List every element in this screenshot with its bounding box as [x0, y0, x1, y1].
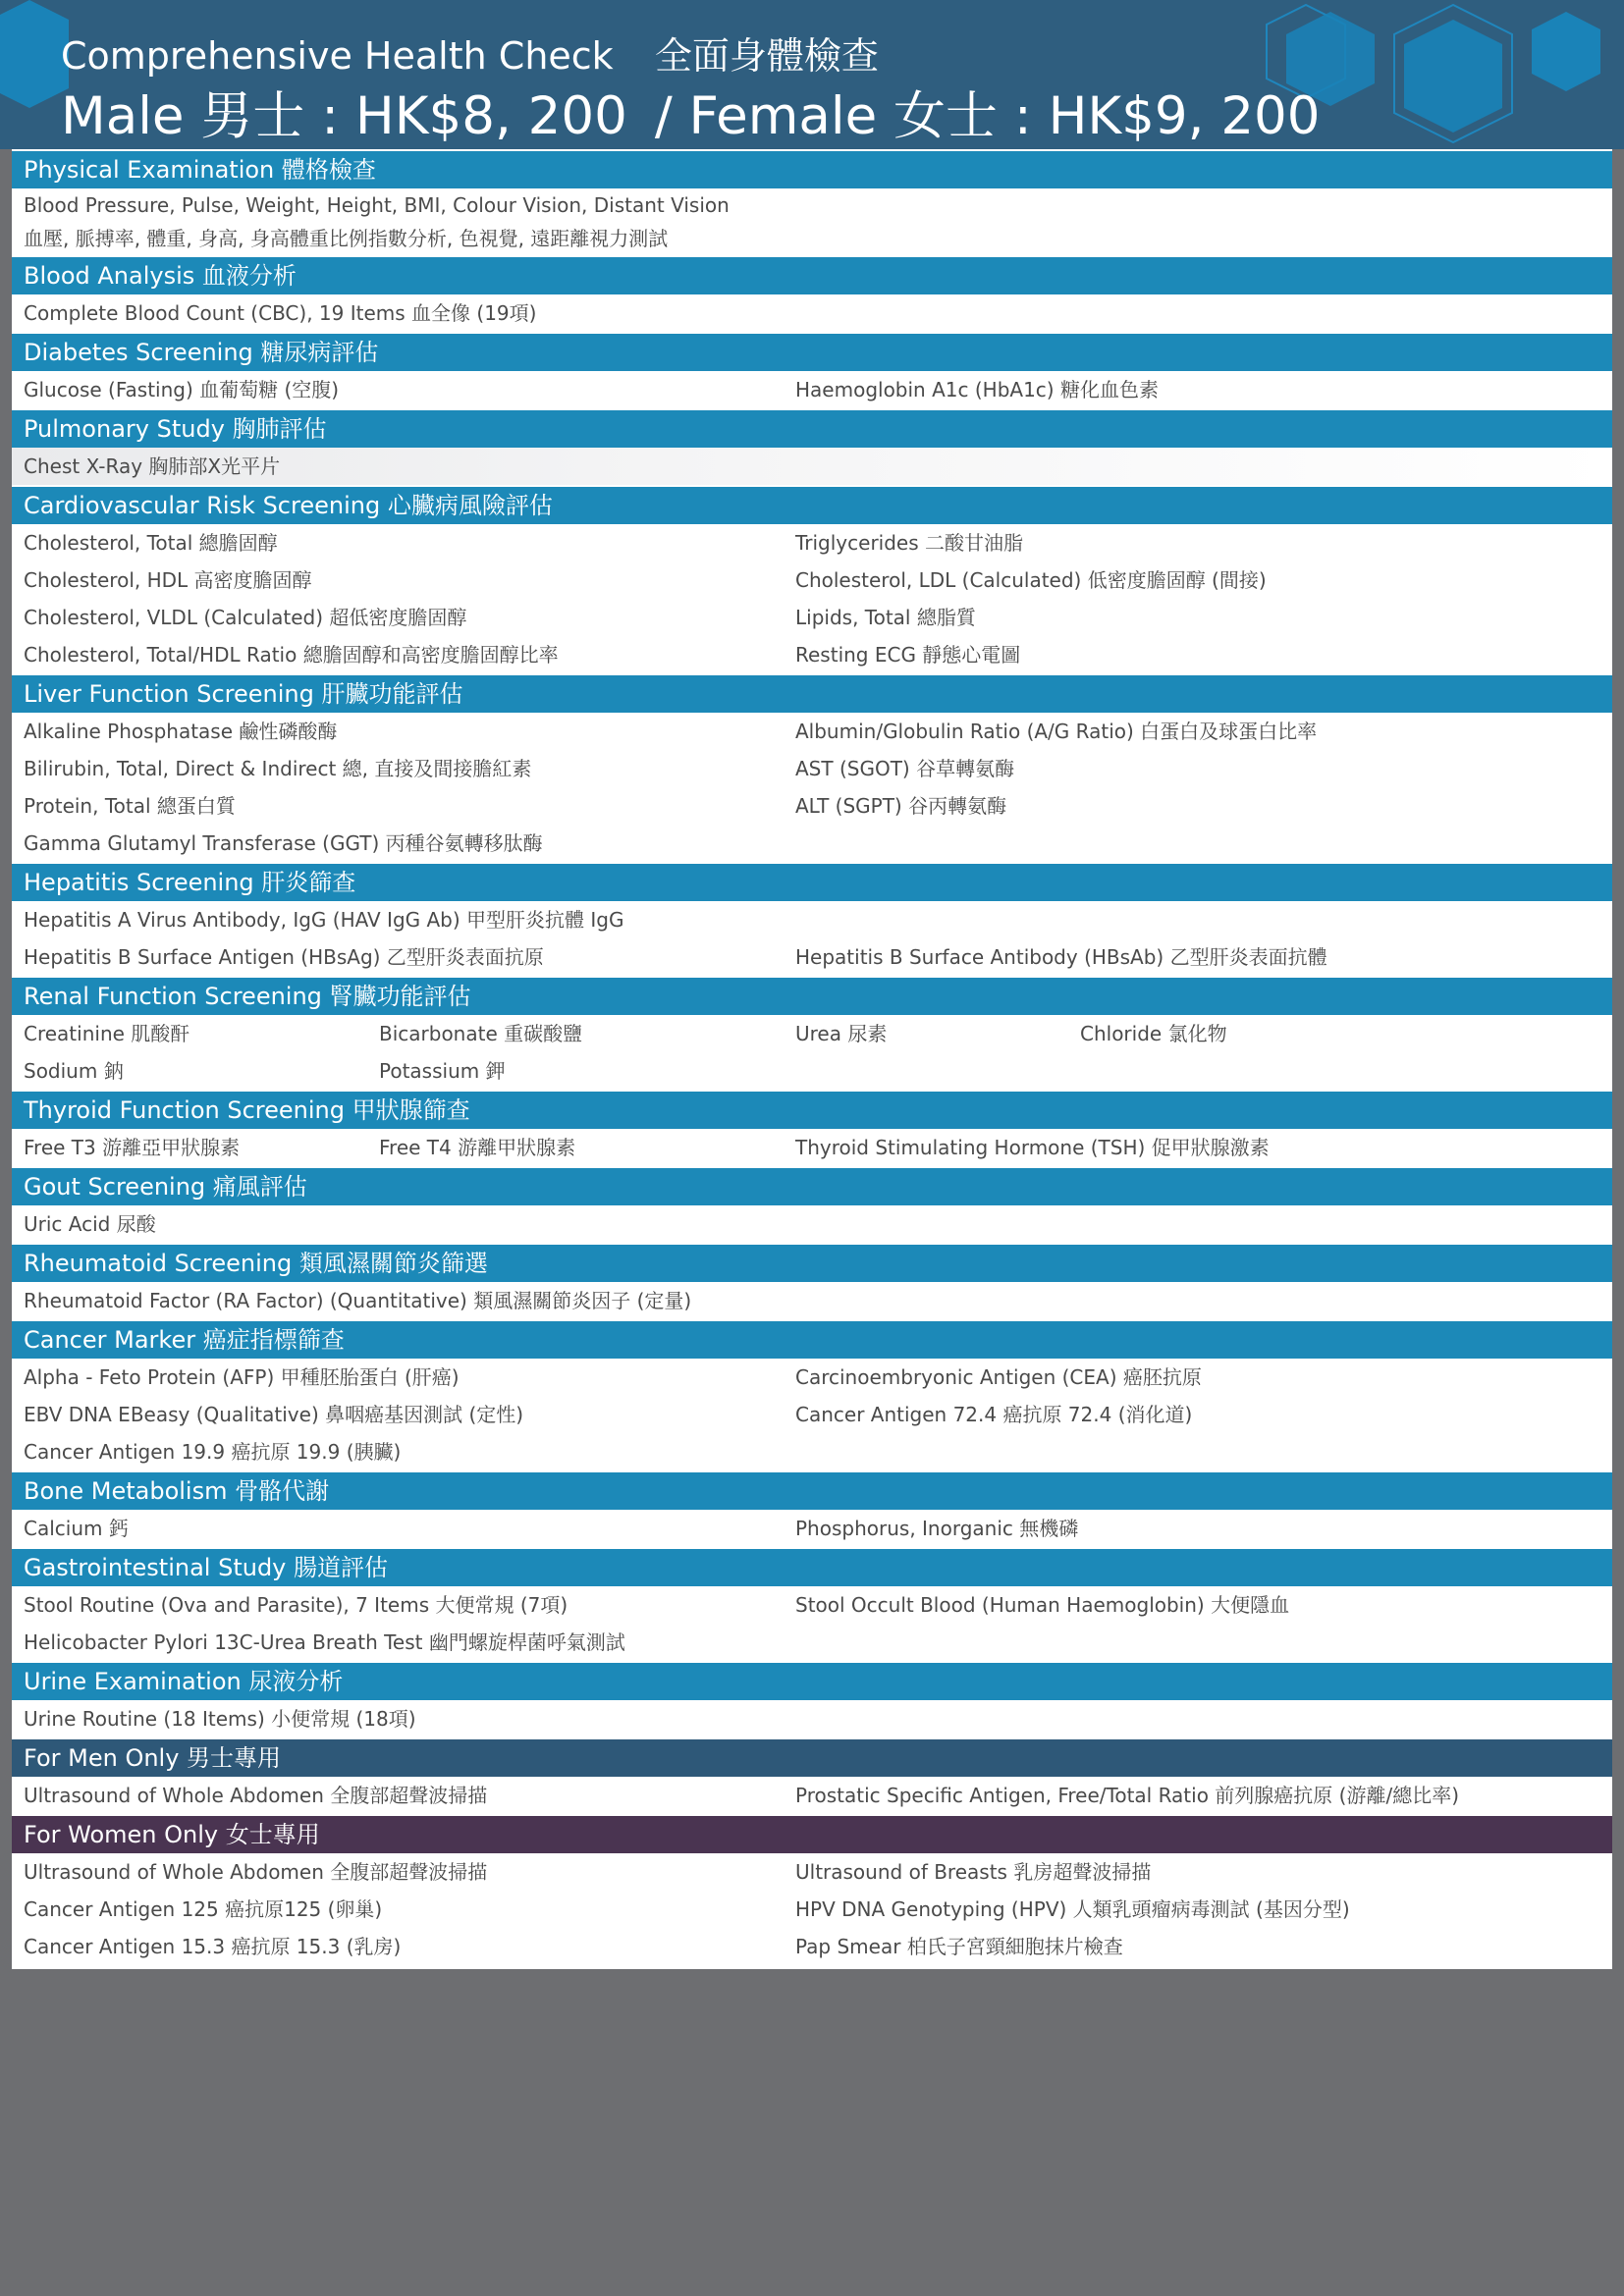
price-line: [61, 75, 1320, 149]
item-row: [12, 1205, 1612, 1243]
test-item: Alpha - Feto Protein (AFP) 甲種胚胎蛋白 (肝癌): [24, 1365, 460, 1389]
item-row: [12, 1624, 1612, 1661]
test-item: Helicobacter Pylori 13C-Urea Breath Test 幽門螺旋桿菌呼氣測試: [24, 1630, 625, 1654]
test-item: EBV DNA EBeasy (Qualitative) 鼻咽癌基因測試 (定性): [24, 1403, 524, 1426]
test-item: Bilirubin, Total, Direct & Indirect 總, 直接及間接膽紅素: [24, 757, 532, 780]
item-row: [12, 188, 1612, 222]
test-item: Uric Acid 尿酸: [24, 1212, 156, 1236]
section-header: For Women Only 女士專用: [12, 1814, 1612, 1853]
item-row: [12, 1777, 1612, 1814]
test-item: Lipids, Total 總脂質: [795, 606, 976, 629]
item-row: [12, 524, 1612, 561]
test-item: Alkaline Phosphatase 鹼性磷酸酶: [24, 720, 338, 743]
item-row: [12, 448, 1612, 485]
test-item: Pap Smear 柏氏子宮頸細胞抹片檢查: [795, 1935, 1123, 1958]
item-row: [12, 1052, 1612, 1090]
male-price: Male 男士 : HK$8, 200: [61, 86, 627, 146]
test-item: Stool Occult Blood (Human Haemoglobin) 大便隱血: [795, 1593, 1290, 1617]
test-item: Blood Pressure, Pulse, Weight, Height, BMI, Colour Vision, Distant Vision: [24, 193, 730, 217]
section-header: Diabetes Screening 糖尿病評估: [12, 332, 1612, 371]
test-item: Gamma Glutamyl Transferase (GGT) 丙種谷氨轉移肽酶: [24, 831, 543, 855]
test-item: Cholesterol, HDL 高密度膽固醇: [24, 568, 312, 592]
header-banner: [0, 0, 1624, 149]
test-item: Hepatitis A Virus Antibody, IgG (HAV IgG Ab) 甲型肝炎抗體 IgG: [24, 908, 624, 932]
section-header: Pulmonary Study 胸肺評估: [12, 408, 1612, 448]
test-item: Phosphorus, Inorganic 無機磷: [795, 1517, 1079, 1540]
section-header: Gastrointestinal Study 腸道評估: [12, 1547, 1612, 1586]
test-item: Ultrasound of Whole Abdomen 全腹部超聲波掃描: [24, 1784, 488, 1807]
item-row: [12, 599, 1612, 636]
female-price: / Female 女士 : HK$9, 200: [654, 86, 1321, 146]
test-item: 血壓, 脈搏率, 體重, 身高, 身高體重比例指數分析, 色視覺, 遠距離視力測試: [24, 227, 669, 250]
section-header: Liver Function Screening 肝臟功能評估: [12, 673, 1612, 713]
test-item: Cholesterol, Total 總膽固醇: [24, 531, 278, 555]
test-item: Cholesterol, Total/HDL Ratio 總膽固醇和高密度膽固醇比率: [24, 643, 559, 667]
item-row: [12, 1282, 1612, 1319]
test-item: Protein, Total 總蛋白質: [24, 794, 236, 818]
section-header: Bone Metabolism 骨骼代謝: [12, 1470, 1612, 1510]
item-row: [12, 1433, 1612, 1470]
section-header: Rheumatoid Screening 類風濕關節炎篩選: [12, 1243, 1612, 1282]
item-row: [12, 825, 1612, 862]
test-item: Cholesterol, VLDL (Calculated) 超低密度膽固醇: [24, 606, 467, 629]
test-item: Ultrasound of Breasts 乳房超聲波掃描: [795, 1860, 1152, 1884]
test-item: Thyroid Stimulating Hormone (TSH) 促甲狀腺激素: [795, 1136, 1270, 1159]
test-item: Calcium 鈣: [24, 1517, 129, 1540]
item-row: [12, 787, 1612, 825]
section-header: Blood Analysis 血液分析: [12, 255, 1612, 294]
section-header: Cardiovascular Risk Screening 心臟病風險評估: [12, 485, 1612, 524]
test-item: HPV DNA Genotyping (HPV) 人類乳頭瘤病毒測試 (基因分型): [795, 1897, 1350, 1921]
item-row: [12, 1586, 1612, 1624]
item-row: [12, 750, 1612, 787]
test-item: Haemoglobin A1c (HbA1c) 糖化血色素: [795, 378, 1159, 401]
section-header: For Men Only 男士專用: [12, 1737, 1612, 1777]
item-row: [12, 561, 1612, 599]
test-item: Hepatitis B Surface Antigen (HBsAg) 乙型肝炎表面抗原: [24, 945, 544, 969]
item-row: [12, 1359, 1612, 1396]
item-row: [12, 1510, 1612, 1547]
section-header: Urine Examination 尿液分析: [12, 1661, 1612, 1700]
test-item: Cancer Antigen 72.4 癌抗原 72.4 (消化道): [795, 1403, 1193, 1426]
item-row: [12, 294, 1612, 332]
test-item: Resting ECG 靜態心電圖: [795, 643, 1021, 667]
test-item: Stool Routine (Ova and Parasite), 7 Items 大便常規 (7項): [24, 1593, 568, 1617]
test-item: Urine Routine (18 Items) 小便常規 (18項): [24, 1707, 416, 1731]
test-item: Hepatitis B Surface Antibody (HBsAb) 乙型肝炎表面抗體: [795, 945, 1327, 969]
title-english: Comprehensive Health Check: [61, 34, 614, 78]
test-item: Urea 尿素: [795, 1022, 888, 1045]
test-item: ALT (SGPT) 谷丙轉氨酶: [795, 794, 1007, 818]
item-row: [12, 636, 1612, 673]
test-item: Chest X-Ray 胸肺部X光平片: [24, 454, 281, 478]
test-item: Cholesterol, LDL (Calculated) 低密度膽固醇 (間接): [795, 568, 1267, 592]
test-item: Glucose (Fasting) 血葡萄糖 (空腹): [24, 378, 340, 401]
page-title: [61, 26, 879, 80]
test-item: Cancer Antigen 125 癌抗原125 (卵巢): [24, 1897, 383, 1921]
test-item: Chloride 氯化物: [1080, 1022, 1227, 1045]
item-row: [12, 1853, 1612, 1891]
section-header: Thyroid Function Screening 甲狀腺篩查: [12, 1090, 1612, 1129]
section-header: Physical Examination 體格檢查: [12, 149, 1612, 188]
test-item: Cancer Antigen 19.9 癌抗原 19.9 (胰臟): [24, 1440, 402, 1464]
test-item: Bicarbonate 重碳酸鹽: [379, 1022, 583, 1045]
item-row: [12, 938, 1612, 976]
test-item: Complete Blood Count (CBC), 19 Items 血全像 (19項): [24, 301, 537, 325]
item-row: [12, 1396, 1612, 1433]
item-row: [12, 901, 1612, 938]
test-item: Triglycerides 二酸甘油脂: [795, 531, 1024, 555]
section-header: Cancer Marker 癌症指標篩查: [12, 1319, 1612, 1359]
test-item: AST (SGOT) 谷草轉氨酶: [795, 757, 1015, 780]
section-header: Gout Screening 痛風評估: [12, 1166, 1612, 1205]
section-header: Hepatitis Screening 肝炎篩查: [12, 862, 1612, 901]
test-item: Cancer Antigen 15.3 癌抗原 15.3 (乳房): [24, 1935, 402, 1958]
item-row: [12, 1129, 1612, 1166]
test-item: Free T4 游離甲狀腺素: [379, 1136, 576, 1159]
test-item: Rheumatoid Factor (RA Factor) (Quantitative) 類風濕關節炎因子 (定量): [24, 1289, 692, 1312]
item-row: [12, 1891, 1612, 1928]
item-row: [12, 1700, 1612, 1737]
item-row: [12, 222, 1612, 255]
title-chinese: 全面身體檢查: [654, 34, 879, 78]
test-item: Creatinine 肌酸酐: [24, 1022, 190, 1045]
item-row: [12, 371, 1612, 408]
item-row: [12, 713, 1612, 750]
test-item: Carcinoembryonic Antigen (CEA) 癌胚抗原: [795, 1365, 1202, 1389]
checkup-items-table: [12, 149, 1612, 1969]
section-header: Renal Function Screening 腎臟功能評估: [12, 976, 1612, 1015]
test-item: Sodium 鈉: [24, 1059, 124, 1083]
test-item: Albumin/Globulin Ratio (A/G Ratio) 白蛋白及球蛋白比率: [795, 720, 1318, 743]
item-row: [12, 1928, 1612, 1965]
test-item: Prostatic Specific Antigen, Free/Total Ratio 前列腺癌抗原 (游離/總比率): [795, 1784, 1459, 1807]
test-item: Potassium 鉀: [379, 1059, 506, 1083]
item-row: [12, 1015, 1612, 1052]
test-item: Ultrasound of Whole Abdomen 全腹部超聲波掃描: [24, 1860, 488, 1884]
test-item: Free T3 游離亞甲狀腺素: [24, 1136, 241, 1159]
